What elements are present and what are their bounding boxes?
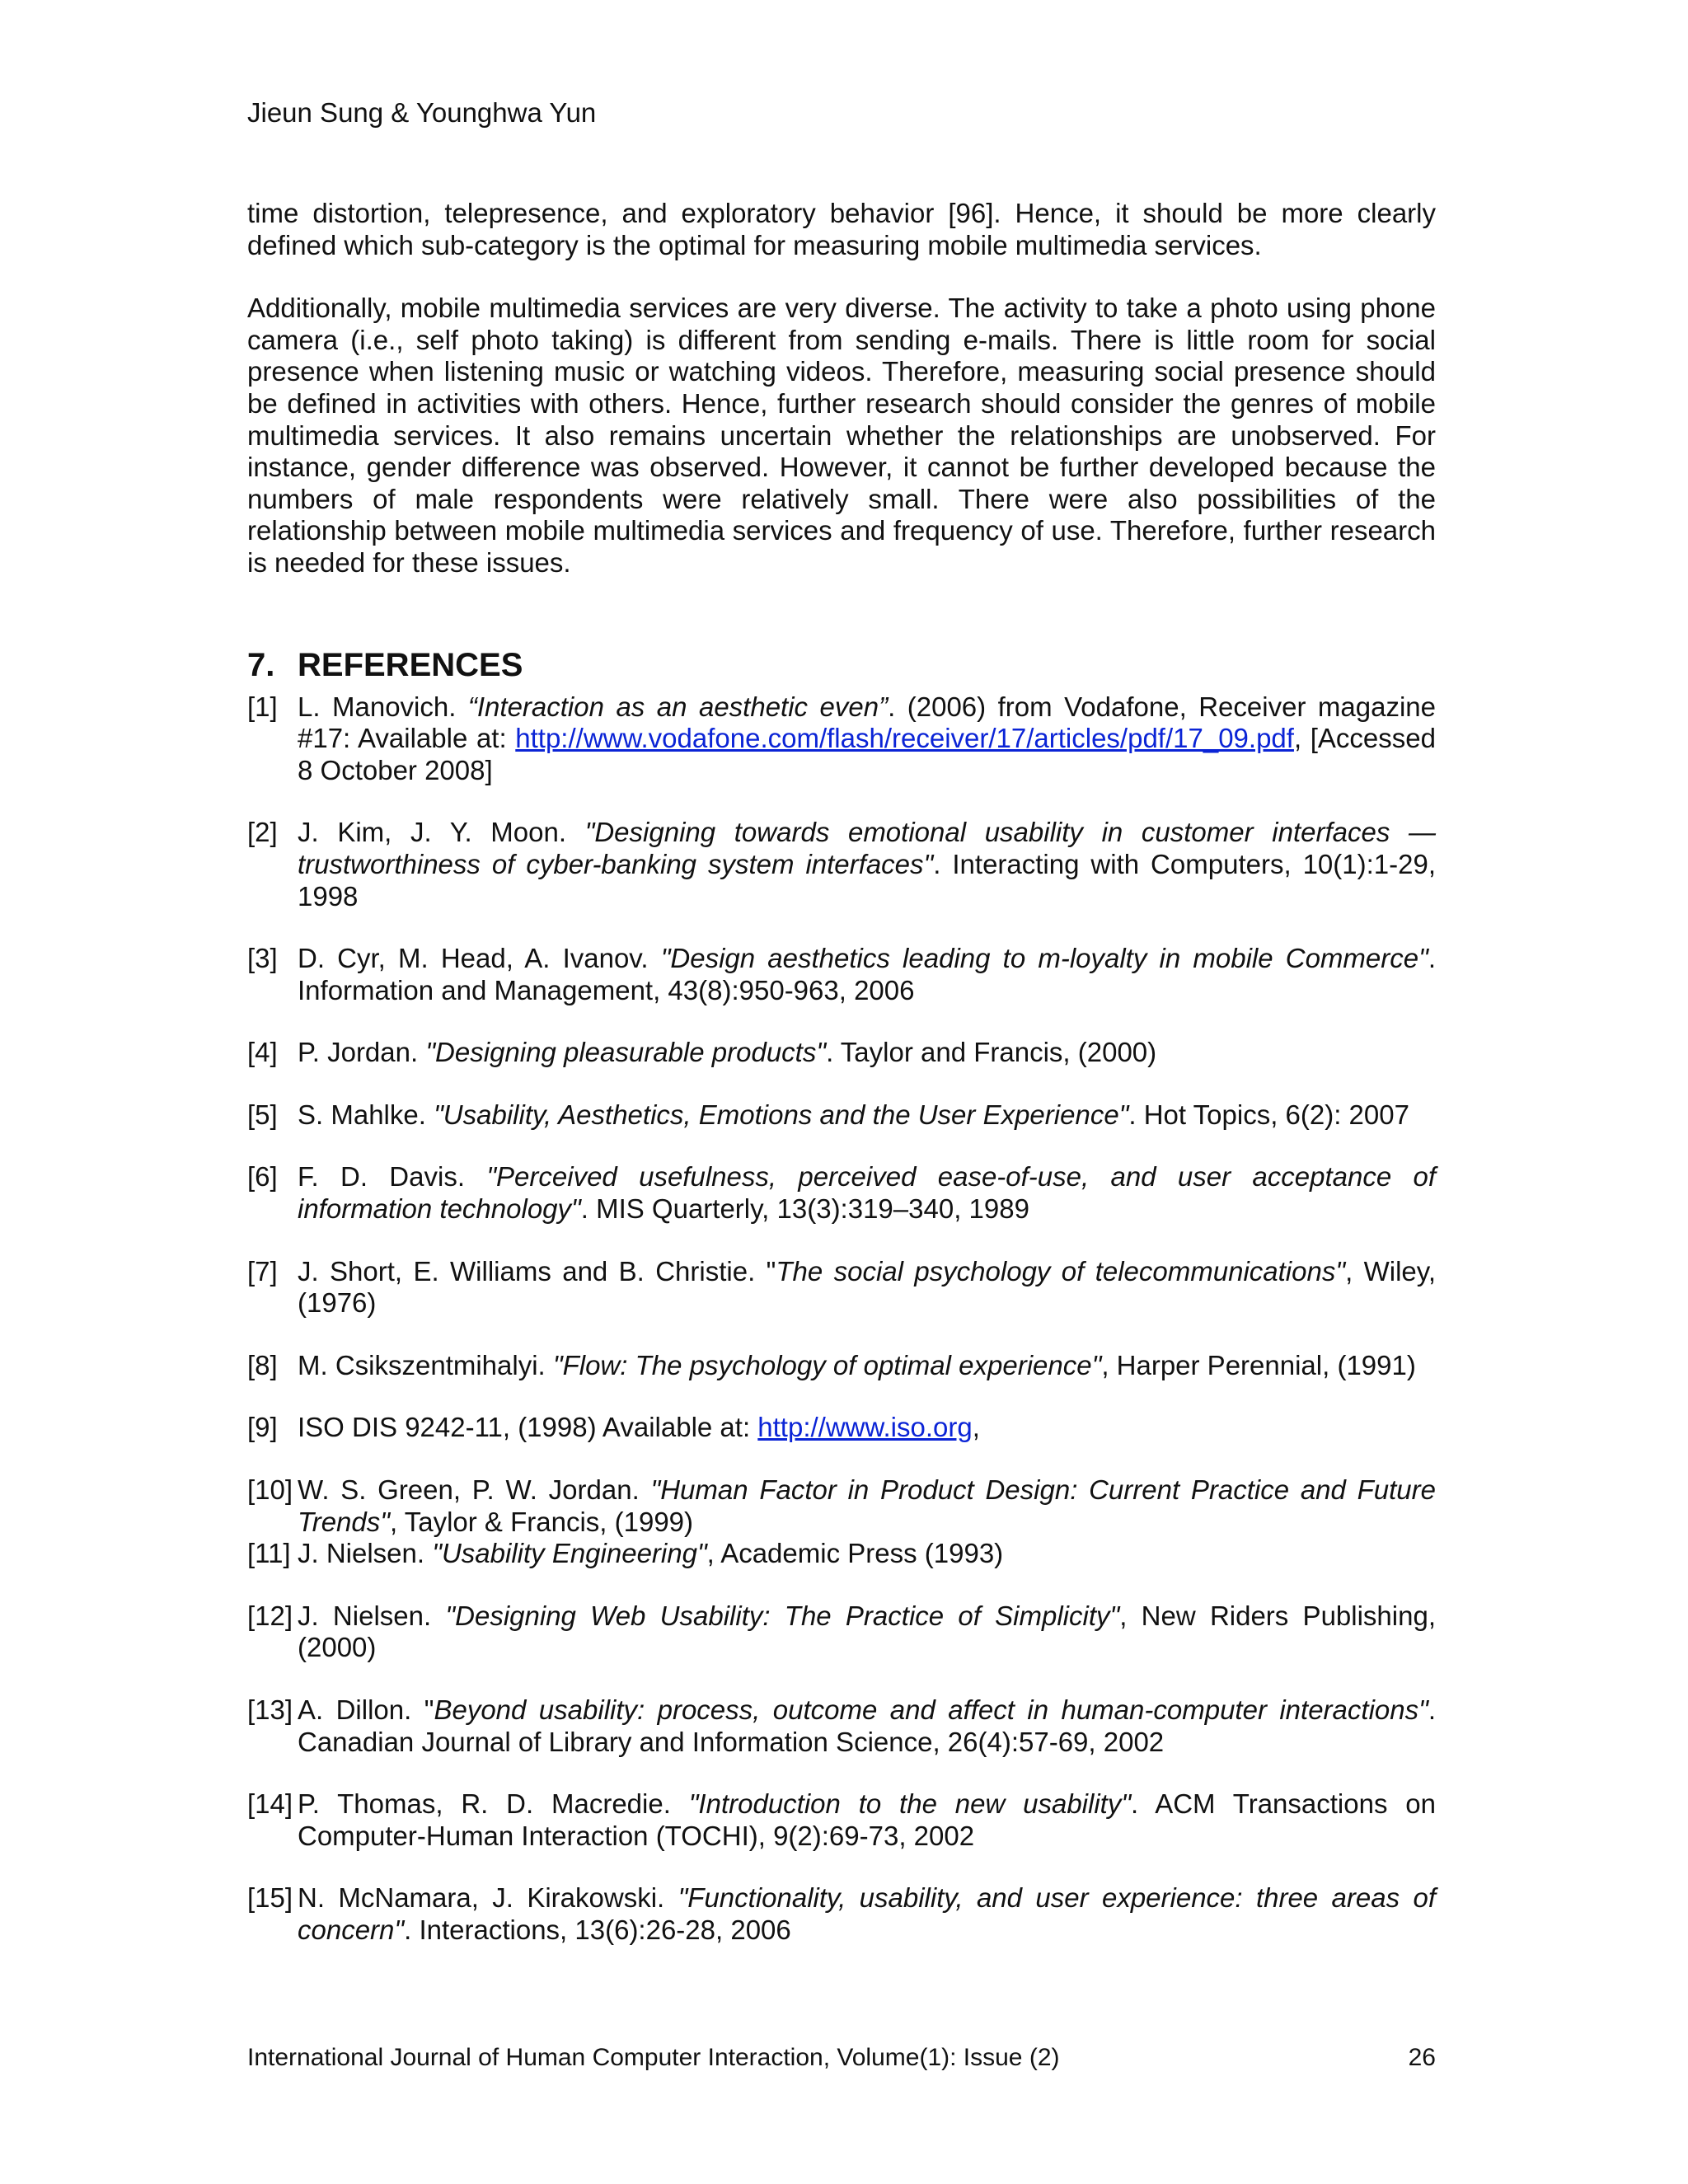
reference-authors: P. Thomas, R. D. Macredie.	[298, 1788, 689, 1820]
reference-source: , Academic Press (1993)	[706, 1538, 1004, 1569]
reference-item	[247, 1412, 1436, 1444]
reference-authors: N. McNamara, J. Kirakowski.	[298, 1882, 678, 1914]
reference-text	[298, 1788, 1436, 1852]
reference-text	[298, 817, 1436, 912]
reference-source: . ACM Transactions on Computer-Human Interaction (TOCHI), 9(2):69-73, 2002	[298, 1788, 1436, 1851]
reference-source: . Hot Topics, 6(2): 2007	[1128, 1099, 1409, 1130]
reference-number: [7]	[247, 1255, 278, 1286]
reference-text	[298, 1161, 1436, 1225]
reference-authors: F. D. Davis.	[298, 1161, 487, 1193]
reference-title: "Introduction to the new usability"	[688, 1788, 1132, 1820]
reference-number: [12]	[247, 1600, 293, 1631]
reference-source: , Harper Perennial, (1991)	[1101, 1349, 1416, 1380]
reference-authors: M. Csikszentmihalyi.	[298, 1349, 553, 1380]
reference-text	[298, 691, 1436, 787]
reference-text	[298, 1538, 1436, 1570]
reference-text	[298, 1694, 1436, 1758]
reference-title: "Usability Engineering"	[432, 1538, 707, 1569]
running-header-author: Jieun Sung & Younghwa Yun	[247, 97, 597, 128]
reference-tail: , [Accessed 8 October 2008]	[298, 723, 1436, 785]
reference-item	[247, 1538, 1436, 1570]
reference-authors: W. S. Green, P. W. Jordan.	[298, 1474, 651, 1506]
body-paragraph: time distortion, telepresence, and exploratory behavior [96]. Hence, it should be more clearly defined which sub-category is the optimal for measuring mobile multimedia services.	[247, 198, 1436, 260]
reference-source: , Wiley, (1976)	[298, 1255, 1436, 1319]
reference-source: , New Riders Publishing, (2000)	[298, 1600, 1436, 1663]
reference-number: [13]	[247, 1694, 293, 1725]
reference-source: . Information and Management, 43(8):950-963, 2006	[298, 943, 1436, 1005]
reference-list	[247, 691, 1436, 1947]
reference-source: . Interactions, 13(6):26-28, 2006	[404, 1914, 791, 1945]
reference-text	[298, 1037, 1436, 1069]
reference-number: [1]	[247, 691, 278, 722]
reference-number: [10]	[247, 1474, 293, 1506]
reference-authors: S. Mahlke.	[298, 1099, 434, 1130]
reference-text	[298, 1099, 1436, 1132]
main-content	[247, 198, 1436, 1977]
reference-item	[247, 1350, 1436, 1382]
reference-tail: ,	[972, 1412, 980, 1443]
reference-text	[298, 1601, 1436, 1664]
reference-number: [5]	[247, 1099, 278, 1130]
reference-item	[247, 1788, 1436, 1852]
reference-source: . Taylor and Francis, (2000)	[826, 1037, 1157, 1068]
reference-source: . (2006) from Vodafone, Receiver magazine #17: Available at:	[298, 691, 1436, 754]
reference-title: Beyond usability: process, outcome and affect in human-computer interactions"	[434, 1694, 1428, 1725]
reference-authors: ISO DIS 9242-11, (1998) Available at:	[298, 1412, 758, 1443]
reference-number: [8]	[247, 1349, 278, 1380]
reference-item	[247, 1694, 1436, 1758]
reference-number: [2]	[247, 817, 278, 848]
reference-text	[298, 943, 1436, 1006]
reference-title: "Flow: The psychology of optimal experience"	[552, 1349, 1102, 1380]
reference-authors: J. Nielsen.	[298, 1600, 446, 1631]
reference-number: [9]	[247, 1412, 278, 1443]
reference-number: [14]	[247, 1788, 293, 1820]
reference-item	[247, 691, 1436, 787]
reference-title: "Perceived usefulness, perceived ease-of-use, and user acceptance of information technology"	[298, 1161, 1437, 1225]
reference-item	[247, 1161, 1436, 1225]
reference-authors: P. Jordan.	[298, 1037, 426, 1068]
reference-number: [11]	[247, 1538, 291, 1569]
reference-text	[298, 1474, 1436, 1538]
footer-page-number: 26	[1408, 2044, 1436, 2071]
reference-title: The social psychology of telecommunications"	[776, 1255, 1346, 1286]
section-title: REFERENCES	[298, 646, 523, 683]
reference-authors: D. Cyr, M. Head, A. Ivanov.	[298, 943, 661, 974]
reference-authors: J. Short, E. Williams and B. Christie. "	[298, 1255, 776, 1286]
reference-source: . Canadian Journal of Library and Information Science, 26(4):57-69, 2002	[298, 1694, 1436, 1757]
reference-text	[298, 1882, 1436, 1946]
reference-item	[247, 1099, 1436, 1132]
reference-title: "Design aesthetics leading to m-loyalty in mobile Commerce"	[660, 943, 1428, 974]
reference-source: . Interacting with Computers, 10(1):1-29, 1998	[298, 848, 1436, 912]
reference-text	[298, 1412, 1436, 1444]
reference-number: [4]	[247, 1037, 278, 1068]
reference-link[interactable]: http://www.vodafone.com/flash/receiver/17/articles/pdf/17_09.pdf	[515, 723, 1294, 754]
reference-item	[247, 1474, 1436, 1538]
reference-title: "Human Factor in Product Design: Current Practice and Future Trends"	[298, 1474, 1436, 1537]
reference-title: “Interaction as an aesthetic even”	[467, 691, 889, 722]
reference-number: [6]	[247, 1161, 278, 1193]
reference-link[interactable]: http://www.iso.org	[757, 1412, 973, 1443]
reference-authors: A. Dillon. "	[298, 1694, 434, 1725]
reference-number: [3]	[247, 943, 278, 974]
reference-text	[298, 1350, 1436, 1382]
reference-item	[247, 1037, 1436, 1069]
reference-item	[247, 1882, 1436, 1946]
footer-journal-name: International Journal of Human Computer Interaction, Volume(1): Issue (2)	[247, 2044, 1060, 2071]
body-paragraph: Additionally, mobile multimedia services are very diverse. The activity to take a photo using phone camera (i.e., self photo taking) is different from sending e-mails. There is little room for social presence when listening music or watching videos. Therefore, measuring social presence should be defined in activities with others. Hence, further research should consider the genres of mobile multimedia services. It also remains uncertain whether the relationships are unobserved. For instance, gender difference was observed. However, it cannot be further developed because the numbers of male respondents were relatively small. There were also possibilities of the relationship between mobile multimedia services and frequency of use. Therefore, further research is needed for these issues.	[247, 293, 1436, 578]
reference-item	[247, 1256, 1436, 1319]
reference-item	[247, 1601, 1436, 1664]
reference-title: "Designing pleasurable products"	[425, 1037, 827, 1068]
reference-title: "Designing towards emotional usability in customer interfaces — trustworthiness of cyber-banking system interfaces"	[298, 817, 1436, 879]
reference-title: "Functionality, usability, and user experience: three areas of concern"	[298, 1882, 1436, 1945]
reference-authors: J. Nielsen.	[298, 1538, 433, 1569]
reference-title: "Designing Web Usability: The Practice of Simplicity"	[445, 1600, 1120, 1631]
reference-number: [15]	[247, 1882, 293, 1914]
reference-text	[298, 1256, 1436, 1319]
reference-source: , Taylor & Francis, (1999)	[389, 1506, 694, 1537]
reference-source: . MIS Quarterly, 13(3):319–340, 1989	[580, 1193, 1029, 1225]
reference-item	[247, 817, 1436, 912]
reference-authors: J. Kim, J. Y. Moon.	[298, 817, 585, 848]
section-heading	[247, 645, 1436, 685]
section-number: 7.	[247, 646, 275, 683]
reference-title: "Usability, Aesthetics, Emotions and the User Experience"	[434, 1099, 1129, 1130]
reference-item	[247, 943, 1436, 1006]
reference-authors: L. Manovich.	[298, 691, 468, 722]
